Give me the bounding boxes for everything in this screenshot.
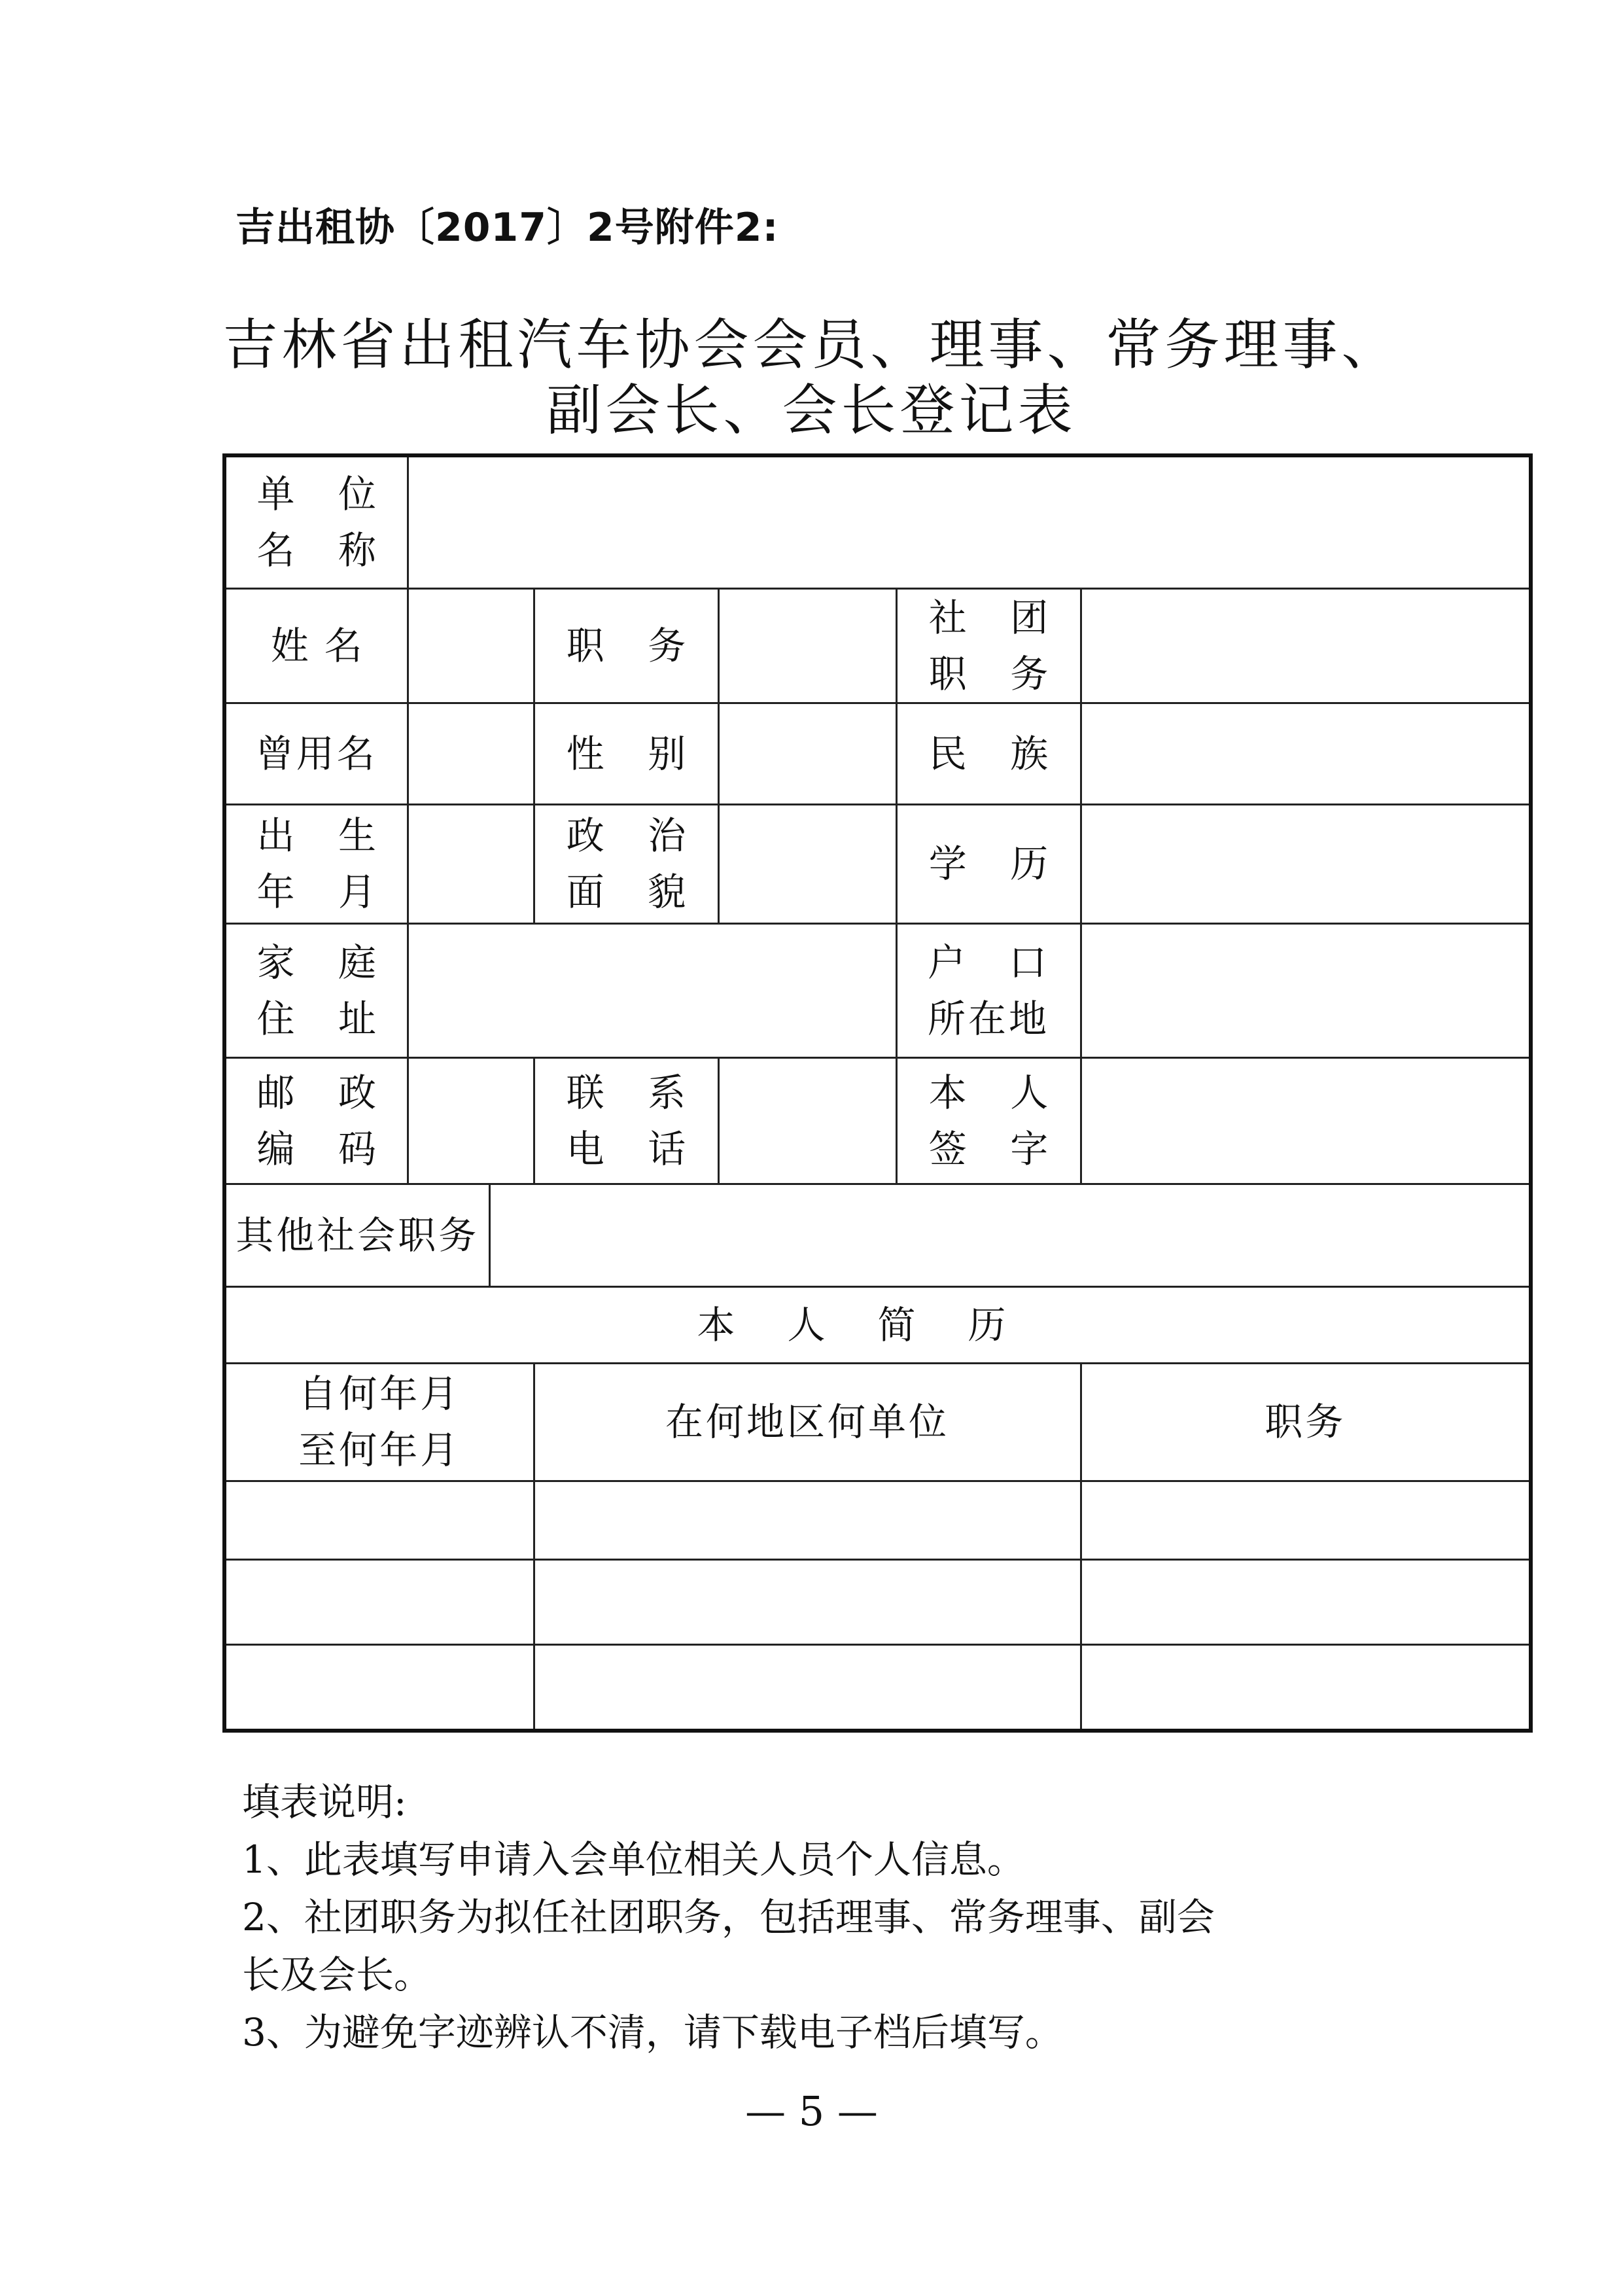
resume-title: 本人简历 [224,1286,1531,1363]
resume-period-cell[interactable] [224,1644,534,1731]
row-unit-name [224,455,1531,588]
political-status-field[interactable] [718,804,896,923]
gender-field[interactable] [718,703,896,804]
assoc-position-field[interactable] [1081,588,1531,703]
row-address [224,923,1531,1057]
resume-position-cell[interactable] [1081,1644,1531,1731]
resume-position-header: 职务 [1081,1363,1531,1481]
form-title-line-2: 副会长、会长登记表 [546,378,1077,442]
instructions-heading: 填表说明: [242,1780,407,1824]
row-name [224,588,1531,703]
ethnicity-label: 民 族 [896,703,1081,804]
signature-field[interactable] [1081,1057,1531,1184]
instruction-item: 1、此表填写申请入会单位相关人员个人信息。 [242,1837,1025,1882]
education-field[interactable] [1081,804,1531,923]
instruction-item: 长及会长。 [242,1952,432,1997]
table-row [224,1644,1531,1731]
resume-unit-cell[interactable] [534,1644,1081,1731]
resume-position-cell[interactable] [1081,1559,1531,1644]
signature-label: 本 人 签 字 [896,1057,1081,1184]
filling-instructions [242,1773,1215,2061]
name-field[interactable] [408,588,534,703]
political-status-label: 政 治 面 貌 [534,804,718,923]
hukou-label: 户 口 所在地 [896,923,1081,1057]
registration-form-table [222,453,1533,1733]
ethnicity-field[interactable] [1081,703,1531,804]
resume-unit-cell[interactable] [534,1559,1081,1644]
phone-field[interactable] [718,1057,896,1184]
page-number: — 5 — [745,2087,878,2135]
row-birth [224,804,1531,923]
birth-label: 出 生 年 月 [224,804,408,923]
hukou-field[interactable] [1081,923,1531,1057]
other-positions-label: 其他社会职务 [224,1184,489,1286]
resume-period-header: 自何年月 至何年月 [224,1363,534,1481]
table-row [224,1481,1531,1559]
position-label: 职 务 [534,588,718,703]
phone-label: 联 系 电 话 [534,1057,718,1184]
home-address-label: 家 庭 住 址 [224,923,408,1057]
row-other-positions [224,1184,1531,1286]
former-name-field[interactable] [408,703,534,804]
home-address-field[interactable] [408,923,896,1057]
row-former-name [224,703,1531,804]
resume-header-row [224,1363,1531,1481]
position-field[interactable] [718,588,896,703]
postal-code-field[interactable] [408,1057,534,1184]
document-header: 吉出租协〔2017〕2号附件2: [236,205,779,251]
resume-position-cell[interactable] [1081,1481,1531,1559]
table-row [224,1559,1531,1644]
postal-code-label: 邮 政 编 码 [224,1057,408,1184]
instruction-item: 2、社团职务为拟任社团职务，包括理事、常务理事、副会 [242,1895,1215,1939]
assoc-position-label: 社 团 职 务 [896,588,1081,703]
unit-name-field[interactable] [408,455,1531,588]
former-name-label: 曾用名 [224,703,408,804]
resume-period-cell[interactable] [224,1559,534,1644]
name-label: 姓名 [224,588,408,703]
unit-name-label: 单 位 名 称 [224,455,408,588]
other-positions-field[interactable] [489,1184,1531,1286]
birth-field[interactable] [408,804,534,923]
education-label: 学 历 [896,804,1081,923]
instruction-item: 3、为避免字迹辨认不清，请下载电子档后填写。 [242,2010,1063,2055]
row-resume-title [224,1286,1531,1363]
resume-unit-header: 在何地区何单位 [534,1363,1081,1481]
row-contact [224,1057,1531,1184]
resume-period-cell[interactable] [224,1481,534,1559]
resume-unit-cell[interactable] [534,1481,1081,1559]
form-title-line-1: 吉林省出租汽车协会会员、理事、常务理事、 [222,313,1401,377]
gender-label: 性 别 [534,703,718,804]
